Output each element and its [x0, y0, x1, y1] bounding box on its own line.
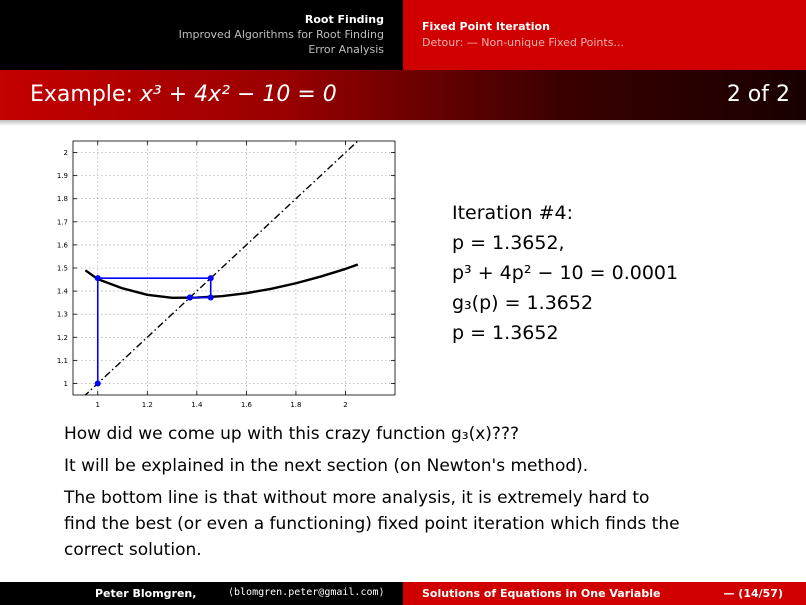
footer-author: Peter Blomgren, — [95, 587, 197, 600]
iteration-p-value: p = 1.3652, — [452, 232, 565, 254]
nav-section-error-analysis[interactable]: Error Analysis — [308, 43, 384, 56]
title-shadow — [0, 120, 806, 126]
y-tick-label: 1.3 — [56, 310, 68, 319]
slide-title — [30, 82, 337, 107]
question-line: How did we come up with this crazy function g₃(x)??? — [64, 424, 519, 444]
slide-title-prefix: Example: — [30, 82, 133, 107]
iteration-info — [452, 198, 678, 348]
iteration-residual: p³ + 4p² − 10 = 0.0001 — [452, 262, 679, 284]
y-tick-label: 1.6 — [56, 241, 68, 250]
footer-page-number: — (14/57) — [723, 587, 783, 600]
y-tick-label: 1 — [63, 379, 68, 388]
y-tick-label: 1.2 — [56, 333, 68, 342]
footer-email[interactable]: ⟨blomgren.peter@gmail.com⟩ — [228, 587, 385, 598]
nav-sections — [0, 0, 403, 70]
slide-count: 2 of 2 — [726, 82, 790, 107]
y-tick-label: 1.1 — [56, 356, 68, 365]
y-tick-label: 1.7 — [56, 218, 68, 227]
footer-author-bar — [0, 582, 403, 605]
nav-section-improved-algorithms[interactable]: Improved Algorithms for Root Finding — [178, 28, 384, 41]
footer-course-title[interactable]: Solutions of Equations in One Variable — [422, 587, 661, 600]
iteration-p-final: p = 1.3652 — [452, 322, 559, 344]
iteration-point — [208, 275, 214, 281]
iteration-g3-value: g₃(p) = 1.3652 — [452, 292, 594, 314]
nav-subsection-detour[interactable]: Detour: — Non-unique Fixed Points... — [422, 36, 624, 49]
nav-subsections — [403, 0, 806, 70]
y-tick-label: 1.8 — [56, 195, 68, 204]
slide-title-equation: x³ + 4x² − 10 = 0 — [139, 82, 337, 107]
iteration-point — [95, 380, 101, 386]
nav-subsection-fixed-point-iteration[interactable]: Fixed Point Iteration — [422, 20, 550, 33]
bottom-line-1: The bottom line is that without more analysis, it is extremely hard to — [64, 488, 650, 508]
x-tick-label: 2 — [343, 401, 348, 409]
iteration-number: Iteration #4: — [452, 202, 574, 224]
slide-title-bar — [0, 70, 806, 120]
x-tick-label: 1.4 — [191, 401, 203, 409]
bottom-line-2: find the best (or even a functioning) fixed point iteration which finds the — [64, 514, 680, 534]
y-tick-label: 1.4 — [56, 287, 68, 296]
x-tick-label: 1.6 — [240, 401, 252, 409]
y-tick-label: 1.9 — [56, 172, 68, 181]
iteration-point — [208, 295, 214, 301]
fixed-point-plot — [40, 133, 398, 409]
x-tick-label: 1 — [95, 401, 101, 409]
y-tick-label: 1.5 — [56, 264, 68, 273]
x-tick-label: 1.2 — [141, 401, 153, 409]
bottom-line-3: correct solution. — [64, 540, 202, 560]
footer-course-bar — [403, 582, 806, 605]
y-tick-label: 2 — [63, 149, 68, 158]
nav-section-root-finding[interactable]: Root Finding — [304, 13, 384, 26]
iteration-point — [95, 275, 101, 281]
iteration-point — [187, 295, 193, 301]
explanation-line: It will be explained in the next section (on Newton's method). — [64, 456, 589, 476]
x-tick-label: 1.8 — [290, 401, 302, 409]
